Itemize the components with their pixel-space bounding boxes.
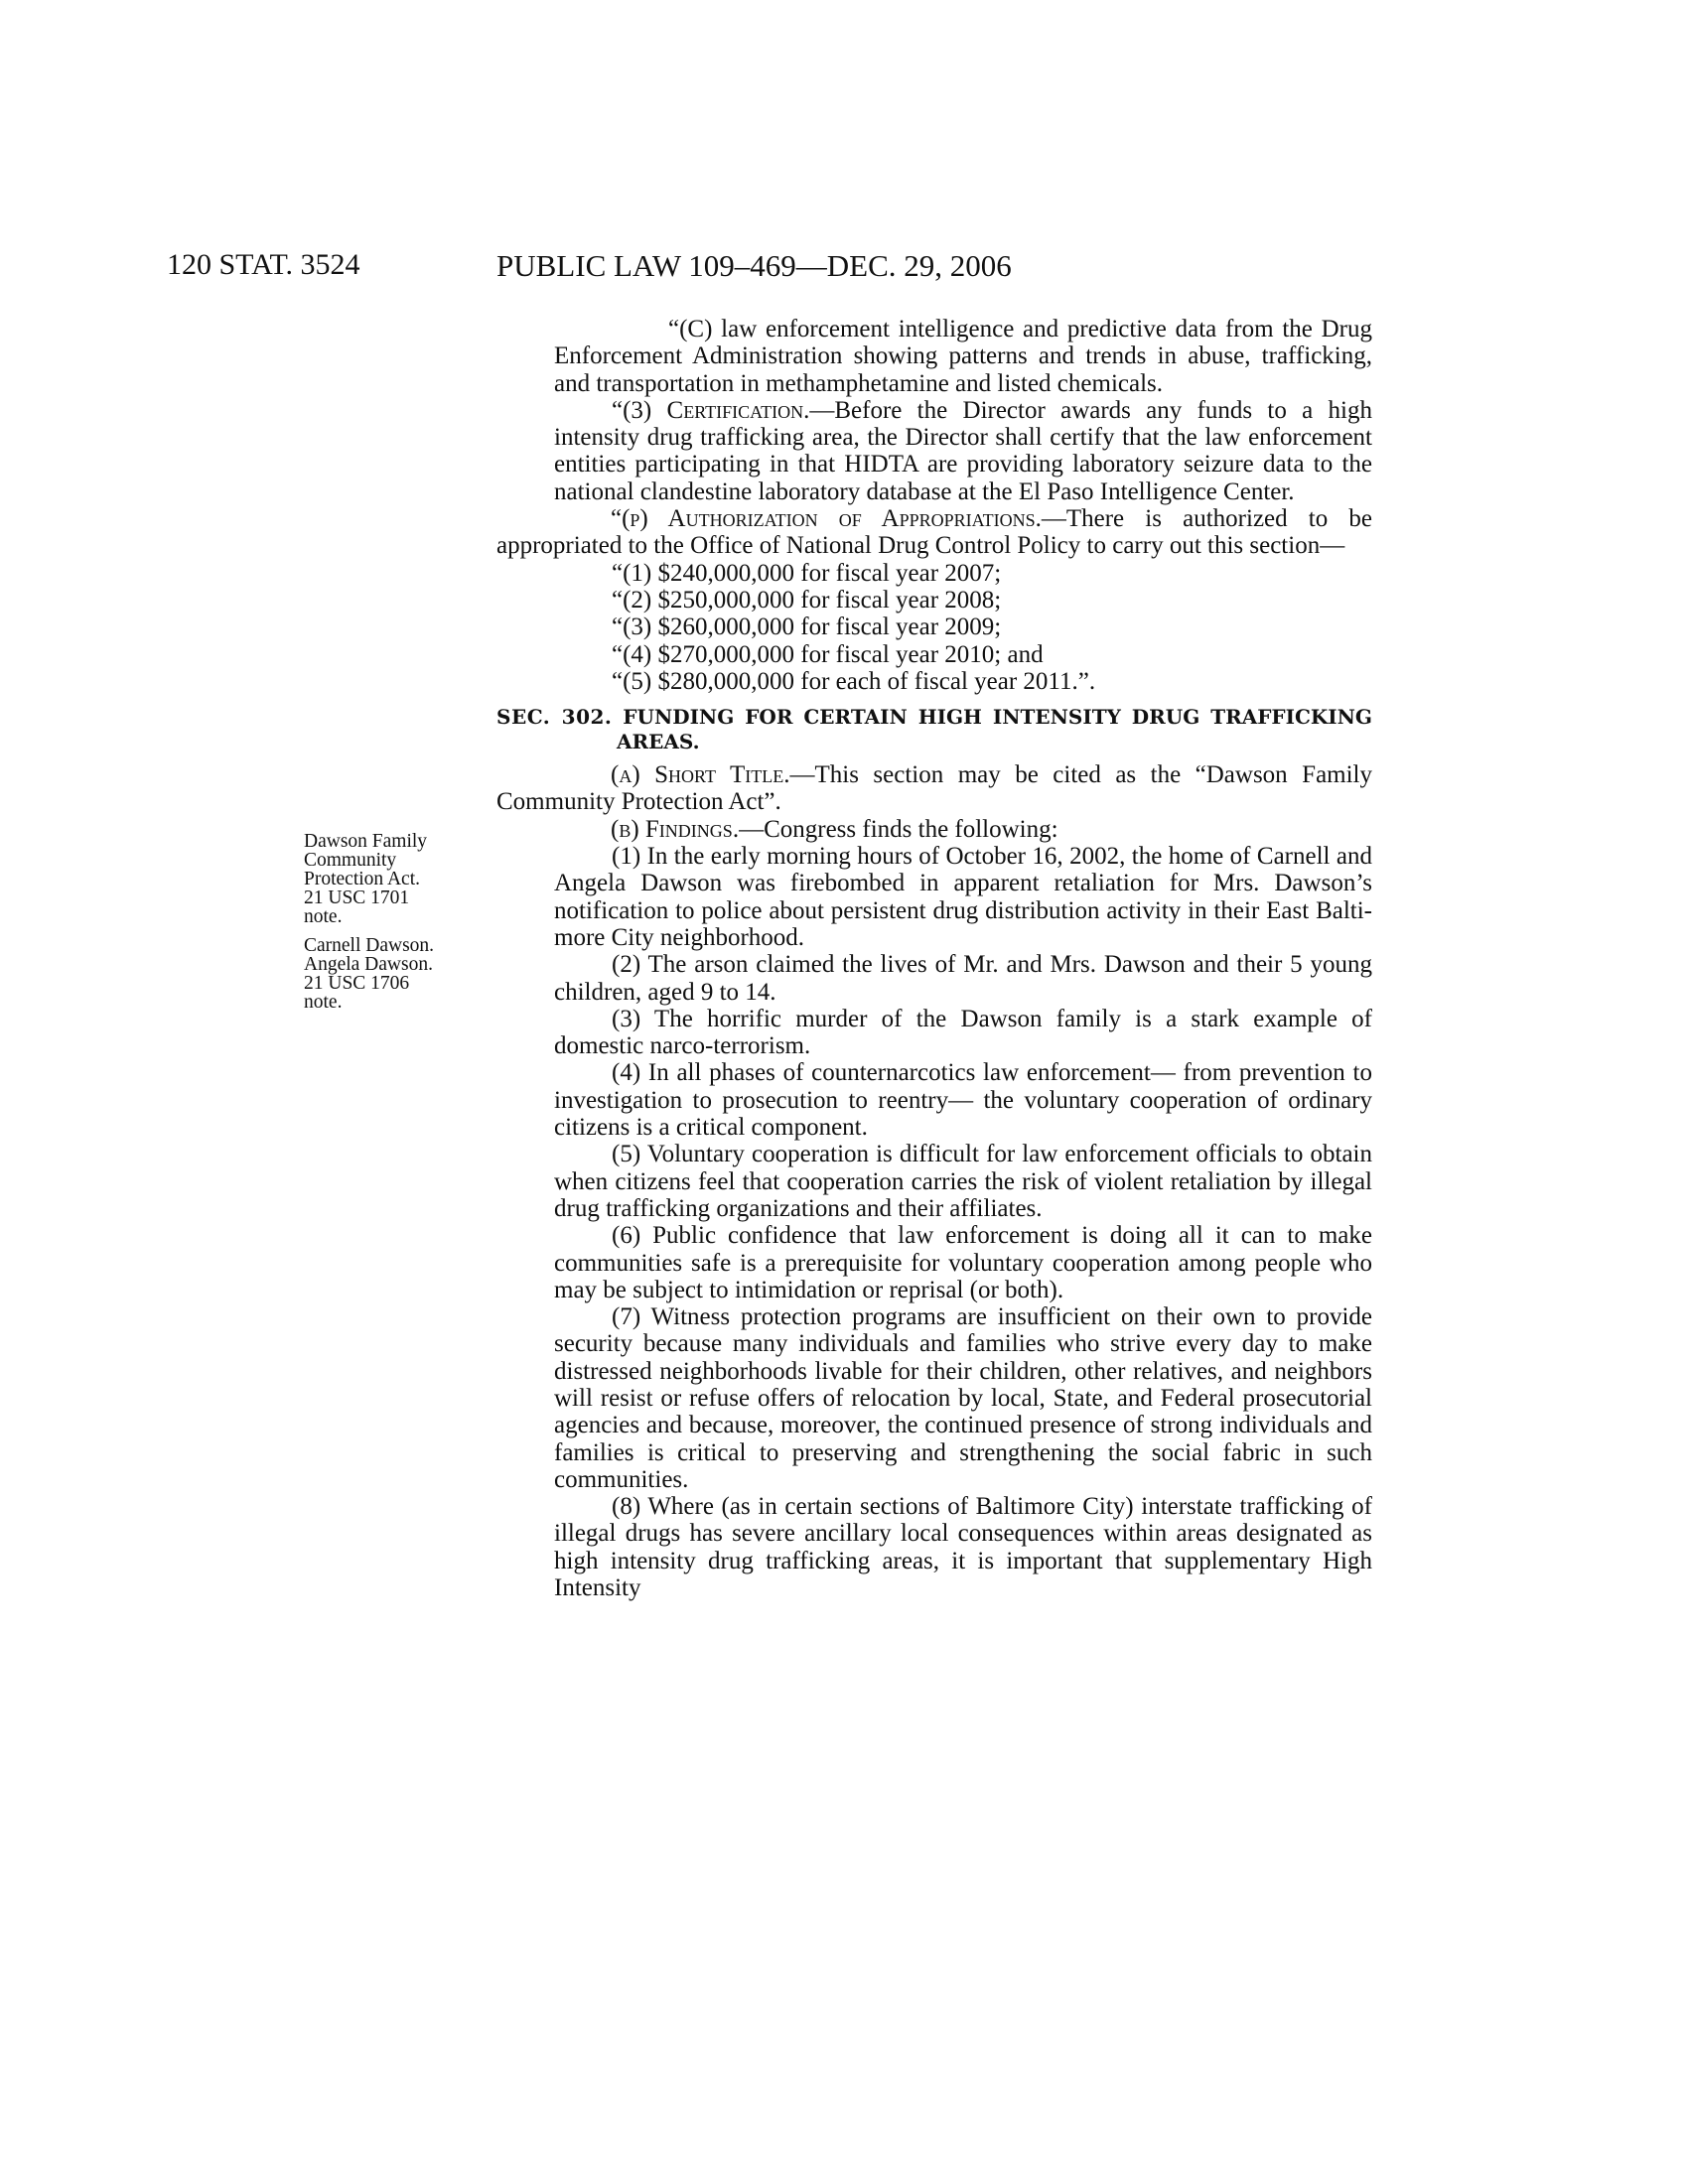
certification-text: .—Before the Director awards any funds to a high intensity drug trafficking area, the Director shall certify that the law enforcement entities participating in that HIDTA are providing laboratory seizure data to the national clandestine laboratory database at the El Paso Intelligence Center. [554, 396, 1372, 505]
margin-note-line: Dawson Family [304, 831, 428, 852]
finding-item: (3) The horrific murder of the Dawson family is a stark example of domestic narco-terrorism. [554, 1005, 1372, 1060]
heading-findings: (b) Findings [611, 815, 733, 843]
authorization-text: .—There is authorized to be appropriated to the Office of National Drug Control Policy to carry out this section— [496, 505, 1372, 560]
margin-note-line: 21 USC 1706 [304, 973, 410, 994]
paragraph-3-certification [496, 397, 1372, 505]
public-law-title: PUBLIC LAW 109–469—DEC. 29, 2006 [496, 248, 1012, 283]
appropriation-item: “(5) $280,000,000 for each of fiscal year 2011.”. [612, 667, 1096, 695]
finding-item: (8) Where (as in certain sections of Baltimore City) interstate trafficking of illegal drugs has severe ancillary local consequences within areas designated as high intensity drug trafficking areas, it is important that supplementary High Intensity [554, 1493, 1372, 1602]
heading-short-title: (a) Short Title [611, 761, 784, 789]
appropriation-item: “(4) $270,000,000 for fiscal year 2010; and [612, 640, 1044, 668]
subparagraph-c: “(C) law enforcement intelligence and predictive data from the Drug Enforcement Administration showing patterns and trends in abuse, trafficking, and transportation in methamphetamine and listed chemicals. [554, 316, 1372, 397]
margin-note-line: Community [304, 850, 397, 871]
appropriation-item: “(1) $240,000,000 for fiscal year 2007; [612, 559, 1002, 587]
finding-item: (4) In all phases of counternarcotics law enforcement— from prevention to investigation to prosecution to reentry— the voluntary cooperation of ordinary citizens is a critical component. [554, 1059, 1372, 1142]
margin-note-line: Carnell Dawson. [304, 935, 435, 956]
findings-intro: .—Congress finds the following: [732, 815, 1058, 843]
margin-note-line: Angela Dawson. [304, 954, 433, 975]
section-heading [496, 705, 1372, 754]
margin-note-short-title [304, 832, 453, 926]
margin-note-line: Protection Act. [304, 869, 420, 889]
heading-authorization: “(p) Authorization of Appropriations [611, 505, 1036, 533]
appropriation-item: “(2) $250,000,000 for fiscal year 2008; [612, 586, 1002, 614]
page-header [167, 248, 1241, 284]
short-title-text: .—This section may be cited as the “Dawson Family Community Protection Act”. [496, 761, 1372, 816]
margin-note-line: note. [304, 906, 343, 927]
statute-text [496, 316, 1372, 1601]
subsection-b-findings [496, 816, 1372, 843]
finding-item: (7) Witness protection programs are insufficient on their own to provide security because many individuals and families who strive every day to make distressed neighborhoods livable for their children, other relatives, and neighbors will resist or refuse offers of relocation by local, State, and Federal prosecutorial agencies and because, moreover, the continued presence of strong individuals and families is critical to preserving and strengthening the social fabric in such communities. [554, 1303, 1372, 1493]
finding-item: (5) Voluntary cooperation is difficult for law enforcement officials to obtain when citizens feel that cooperation carries the risk of violent retaliation by illegal drug trafficking organizations and their affiliates. [554, 1141, 1372, 1222]
appropriation-item: “(3) $260,000,000 for fiscal year 2009; [612, 614, 1002, 641]
stat-page-number: 120 STAT. 3524 [167, 248, 360, 281]
margin-note-line: note. [304, 992, 343, 1013]
finding-item: (6) Public confidence that law enforcement is doing all it can to make communities safe is a prerequisite for voluntary cooperation among people who may be subject to intimidation or reprisal (or both). [554, 1222, 1372, 1303]
section-number: SEC. 302. [496, 705, 613, 730]
section-title: FUNDING FOR CERTAIN HIGH INTENSITY DRUG TRAFFICKING AREAS. [617, 705, 1372, 754]
finding-item: (2) The arson claimed the lives of Mr. and Mrs. Dawson and their 5 young children, aged 9 to 14. [554, 951, 1372, 1006]
margin-note-findings [304, 936, 453, 1012]
subsection-p-authorization [496, 505, 1372, 560]
subsection-a-short-title [496, 761, 1372, 816]
heading-certification: “(3) Certification [612, 396, 804, 424]
finding-item: (1) In the early morning hours of October 16, 2002, the home of Carnell and Angela Dawson was firebombed in apparent retaliation for Mrs. Dawson’s notification to police about persistent drug distribution activity in their East Baltimore City neighborhood. [554, 843, 1372, 951]
margin-note-line: 21 USC 1701 [304, 887, 410, 908]
